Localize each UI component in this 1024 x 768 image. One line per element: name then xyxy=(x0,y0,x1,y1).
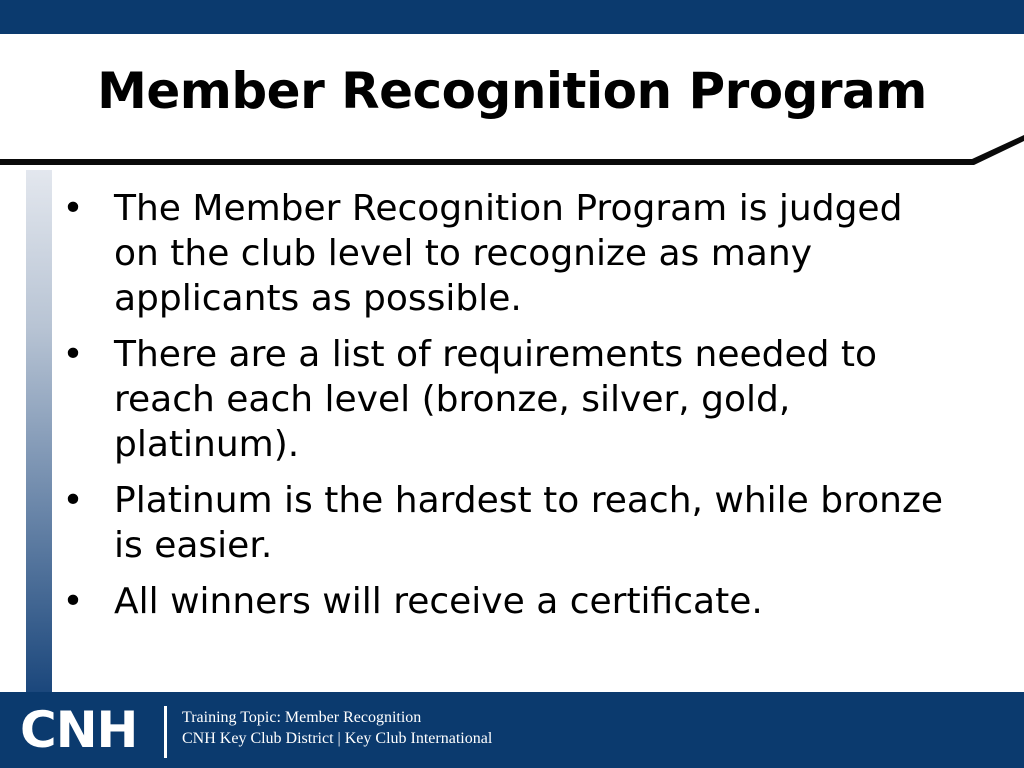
cnh-logo: CNH xyxy=(20,701,138,759)
slide-title: Member Recognition Program xyxy=(97,62,927,120)
bullet-item xyxy=(58,186,958,321)
bullet-item xyxy=(58,579,958,624)
bullet-marker: • xyxy=(62,188,84,229)
bullet-marker: • xyxy=(62,480,84,521)
bullet-text: Platinum is the hardest to reach, while bronze is easier. xyxy=(114,480,944,566)
footer-training-topic: Training Topic: Member Recognition xyxy=(182,709,422,726)
bullet-text: All winners will receive a certificate. xyxy=(114,581,763,622)
bullet-item xyxy=(58,332,958,467)
footer-bar xyxy=(0,692,1024,768)
top-banner xyxy=(0,0,1024,34)
bullet-marker: • xyxy=(62,334,84,375)
bullet-item xyxy=(58,478,958,568)
footer-caption xyxy=(182,707,492,749)
left-accent-stripe xyxy=(26,170,52,692)
bullet-marker: • xyxy=(62,581,84,622)
bullet-list xyxy=(58,186,958,635)
footer-divider xyxy=(164,706,167,758)
bullet-text: There are a list of requirements needed to reach each level (bronze, silver, gold, platinum). xyxy=(114,334,878,465)
bullet-text: The Member Recognition Program is judged on the club level to recognize as many applicants as possible. xyxy=(114,188,903,319)
title-underline xyxy=(0,135,1024,175)
footer-organization: CNH Key Club District | Key Club International xyxy=(182,730,493,747)
